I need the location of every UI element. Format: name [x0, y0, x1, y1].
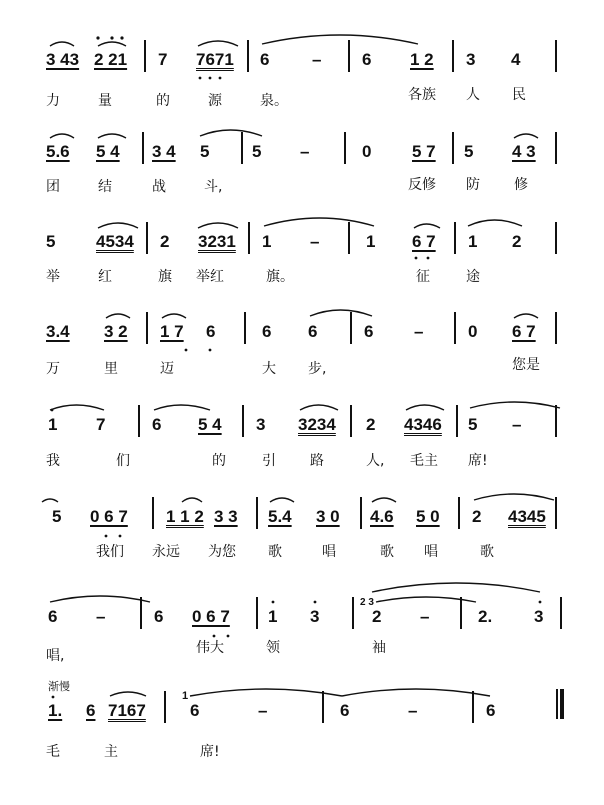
lyric: 毛	[46, 744, 60, 760]
note-group: 4	[511, 50, 521, 69]
octave-dot	[209, 349, 212, 352]
tie	[376, 597, 476, 602]
dash: –	[512, 415, 522, 434]
lyric: 们	[116, 453, 130, 469]
slur	[182, 498, 202, 502]
dash: –	[300, 142, 310, 161]
lyric: 修	[514, 177, 528, 193]
lyric: 量	[98, 93, 112, 109]
tie	[262, 35, 418, 44]
note-group: 5 4	[96, 142, 120, 161]
note-group: 6	[308, 322, 318, 341]
dash: –	[408, 701, 418, 720]
lyric: 力	[46, 93, 60, 109]
octave-dot	[110, 36, 113, 39]
slur	[372, 498, 396, 502]
octave-dot	[120, 36, 123, 39]
note-group: 1	[268, 607, 278, 626]
lyric: 步,	[308, 361, 327, 377]
note-group: 6	[190, 701, 200, 720]
lyric: 旗	[158, 269, 172, 285]
octave-dot	[199, 77, 202, 80]
note-group: 2	[366, 415, 376, 434]
tie	[264, 218, 374, 226]
note-group: 5.6	[46, 142, 70, 161]
lyric: 红	[98, 269, 112, 285]
octave-dot	[51, 409, 54, 412]
lyric: 途	[466, 269, 480, 285]
note-group: 4345	[508, 507, 546, 526]
slur	[270, 498, 294, 502]
lyric: 斗,	[204, 179, 223, 195]
note-group: 5	[464, 142, 474, 161]
note-group: 1	[262, 232, 272, 251]
lyric: 引	[262, 453, 276, 469]
note-group: 6	[364, 322, 374, 341]
lyric: 领	[266, 640, 280, 656]
note-group: 6	[206, 322, 216, 341]
note-group: 5 4	[198, 415, 222, 434]
note-group: 7	[96, 415, 106, 434]
slur	[468, 220, 522, 226]
lyric: 毛主	[410, 453, 438, 469]
slur	[474, 494, 554, 500]
note-group: 1.	[48, 701, 63, 720]
note-group: 3234	[298, 415, 336, 434]
tie	[50, 596, 150, 602]
lyric: 您是	[512, 357, 540, 373]
lyric: 我	[46, 453, 60, 469]
note-group: 3.4	[46, 322, 70, 341]
octave-dot	[52, 696, 55, 699]
octave-dot	[314, 601, 317, 604]
octave-dot	[427, 257, 430, 260]
note-group: 2 21	[94, 50, 128, 69]
note-group: 5 0	[416, 507, 440, 526]
octave-dot	[96, 36, 99, 39]
note-group: 1	[48, 415, 58, 434]
slur	[300, 405, 338, 410]
lyric: 民	[512, 87, 526, 103]
note-group: 6 7	[412, 232, 436, 251]
lyric: 席!	[200, 744, 220, 760]
dash: –	[310, 232, 320, 251]
lyric: 主	[104, 744, 118, 760]
lyric: 里	[104, 361, 118, 377]
note-group: 2	[512, 232, 522, 251]
note-group: 2	[472, 507, 482, 526]
octave-dot	[213, 635, 216, 638]
note-group: 3	[466, 50, 476, 69]
slur	[106, 314, 130, 318]
note-group: 6	[86, 701, 96, 720]
note-group: 4 3	[512, 142, 536, 161]
slur	[414, 224, 440, 228]
note-group: 2	[160, 232, 170, 251]
note-group: 3	[310, 607, 320, 626]
lyric: 战	[152, 179, 166, 195]
note-group: 3 0	[316, 507, 340, 526]
octave-dot	[209, 77, 212, 80]
lyric: 路	[310, 453, 324, 469]
tie	[42, 499, 58, 502]
lyric: 结	[98, 179, 112, 195]
lyric: 团	[46, 179, 60, 195]
lyric: 人	[466, 87, 480, 103]
lyric: 大	[262, 361, 276, 377]
note-group: 1 1 2	[166, 507, 204, 526]
slur	[198, 41, 238, 46]
note-group: 3 4	[152, 142, 176, 161]
note-group: 7	[158, 50, 168, 69]
slur	[50, 42, 74, 46]
tie	[200, 130, 262, 136]
lyric: 各族	[408, 87, 436, 103]
note-group: 6	[486, 701, 496, 720]
dash: –	[420, 607, 430, 626]
lyric: 我们	[96, 544, 124, 560]
lyric: 举红	[196, 269, 224, 285]
slur	[110, 692, 146, 696]
note-group: 6 7	[512, 322, 536, 341]
octave-dot	[415, 257, 418, 260]
lyric: 征	[416, 269, 430, 285]
lyric: 迈	[160, 361, 174, 377]
octave-dot	[119, 535, 122, 538]
note-group: 5 7	[412, 142, 436, 161]
grace-note: 1	[182, 690, 189, 702]
lyric: 席!	[468, 453, 488, 469]
lyric: 源	[208, 93, 222, 109]
note-group: 1 2	[410, 50, 434, 69]
note-group: 5	[468, 415, 478, 434]
lyric: 举	[46, 269, 60, 285]
note-group: 6	[48, 607, 58, 626]
note-group: 5	[46, 232, 56, 251]
note-group: 2.	[478, 607, 493, 626]
slur	[98, 134, 126, 138]
lyric: 唱	[322, 544, 336, 560]
note-group: 6	[340, 701, 350, 720]
slur	[372, 583, 540, 592]
lyric: 唱	[424, 544, 438, 560]
lyric: 唱,	[46, 648, 65, 664]
note-group: 7671	[196, 50, 234, 69]
slur	[50, 405, 104, 410]
note-group: 4534	[96, 232, 134, 251]
note-group: 6	[154, 607, 164, 626]
octave-dot	[219, 77, 222, 80]
lyric: 泉。	[260, 93, 288, 109]
octave-dot	[185, 349, 188, 352]
lyric: 袖	[372, 640, 386, 656]
note-group: 0	[362, 142, 372, 161]
lyric: 为您	[208, 544, 236, 560]
slur	[406, 405, 444, 410]
tempo-marking: 渐慢	[48, 680, 70, 693]
lyric: 人,	[366, 453, 385, 469]
dash: –	[258, 701, 268, 720]
lyric: 伟大	[196, 640, 224, 656]
note-group: 6	[262, 322, 272, 341]
grace-notes: 2 3	[360, 597, 374, 608]
note-group: 1	[366, 232, 376, 251]
note-group: 3	[534, 607, 544, 626]
slur	[514, 314, 538, 318]
note-group: 5	[252, 142, 262, 161]
dash: –	[96, 607, 106, 626]
lyric: 歌	[268, 544, 282, 560]
note-group: 3 2	[104, 322, 128, 341]
slur	[98, 42, 126, 46]
dash: –	[312, 50, 322, 69]
note-group: 7167	[108, 701, 146, 720]
note-group: 5.4	[268, 507, 292, 526]
lyric: 旗。	[266, 269, 294, 285]
note-group: 0 6 7	[192, 607, 230, 626]
lyric: 的	[212, 453, 226, 469]
tie	[190, 689, 342, 696]
tie	[342, 689, 490, 696]
note-group: 3231	[198, 232, 236, 251]
slur	[154, 405, 210, 410]
note-group: 6	[152, 415, 162, 434]
lyric: 反修	[408, 177, 436, 193]
note-group: 0	[468, 322, 478, 341]
octave-dot	[539, 601, 542, 604]
lyric: 歌	[380, 544, 394, 560]
slur	[50, 134, 74, 138]
octave-dot	[227, 635, 230, 638]
note-group: 6	[260, 50, 270, 69]
slur	[162, 314, 186, 318]
note-group: 3 3	[214, 507, 238, 526]
note-group: 6	[362, 50, 372, 69]
lyric: 永远	[152, 544, 180, 560]
note-group: 1 7	[160, 322, 184, 341]
note-group: 3	[256, 415, 266, 434]
slur	[514, 134, 538, 138]
note-group: 4.6	[370, 507, 394, 526]
note-group: 3 43	[46, 50, 80, 69]
tie	[470, 402, 560, 408]
octave-dot	[272, 601, 275, 604]
lyric: 万	[46, 361, 60, 377]
slur	[198, 223, 238, 228]
note-group: 5	[200, 142, 210, 161]
note-group: 4346	[404, 415, 442, 434]
dash: –	[414, 322, 424, 341]
tie	[310, 310, 372, 316]
note-group: 0 6 7	[90, 507, 128, 526]
note-group: 2	[372, 607, 382, 626]
lyric: 防	[466, 177, 480, 193]
octave-dot	[105, 535, 108, 538]
lyric: 歌	[480, 544, 494, 560]
lyric: 的	[156, 93, 170, 109]
note-group: 1	[468, 232, 478, 251]
note-group: 5	[52, 507, 62, 526]
slur	[98, 223, 138, 228]
